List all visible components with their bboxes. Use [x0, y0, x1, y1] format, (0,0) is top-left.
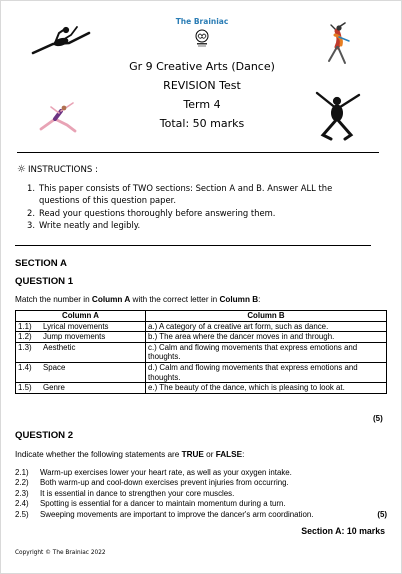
list-item: 2.3) It is essential in dance to strengthen your core muscles.	[15, 488, 235, 498]
brand-name: The Brainiac	[175, 17, 229, 26]
list-item: 2.4) Spotting is essential for a dancer to maintain momentum during a turn.	[15, 499, 286, 509]
instruction-item: 1. This paper consists of TWO sections: Section A and B. Answer ALL the questions of this question paper.	[27, 183, 333, 206]
brainiac-logo	[192, 28, 212, 48]
column-a-header: Column A	[16, 311, 146, 322]
list-item: 2.5) Sweeping movements are important to improve the dancer's arm coordination. (5)	[15, 509, 387, 519]
header-divider	[17, 152, 379, 153]
question-1-heading: QUESTION 1	[15, 276, 74, 287]
jumping-dancer-image	[309, 89, 365, 141]
table-row: 1.3) Aesthetic c.) Calm and flowing movements that express emotions and thoughts.	[16, 342, 387, 362]
question-1-marks: (5)	[373, 414, 383, 423]
question-2-instruction: Indicate whether the following statements are TRUE or FALSE:	[15, 450, 245, 459]
stretching-dancer-image	[37, 99, 83, 135]
colorful-dancer-image	[319, 21, 359, 67]
instruction-item: 3. Write neatly and legibly.	[27, 220, 141, 231]
leaping-dancer-image	[31, 25, 91, 61]
instructions-list	[27, 182, 367, 232]
true-false-list	[15, 468, 387, 520]
section-a-heading: SECTION A	[15, 258, 67, 269]
instruction-item: 2. Read your questions thoroughly before answering them.	[27, 207, 276, 218]
section-a-total: Section A: 10 marks	[301, 526, 385, 536]
subject-title: Gr 9 Creative Arts (Dance)	[129, 60, 275, 73]
table-header-row	[16, 311, 387, 322]
copyright-footer: Copyright © The Brainiac 2022	[15, 550, 106, 556]
lightbulb-icon: ☼	[17, 164, 26, 175]
list-item: 2.1) Warm-up exercises lower your heart rate, as well as your oxygen intake.	[15, 468, 292, 477]
term-label: Term 4	[183, 98, 221, 111]
test-type: REVISION Test	[163, 79, 241, 92]
question-2-marks: (5)	[377, 509, 387, 519]
list-item: 2.2) Both warm-up and cool-down exercises prevent injuries from occurring.	[15, 478, 289, 488]
table-row: 1.5) Genre e.) The beauty of the dance, which is pleasing to look at.	[16, 383, 387, 394]
table-row: 1.2) Jump movements b.) The area where the dancer moves in and through.	[16, 332, 387, 343]
question-1-instruction: Match the number in Column A with the correct letter in Column B:	[15, 295, 261, 304]
instructions-heading: ☼ INSTRUCTIONS :	[17, 164, 98, 175]
matching-table	[15, 310, 387, 394]
total-marks: Total: 50 marks	[159, 117, 245, 130]
table-row: 1.1) Lyrical movements a.) A category of a creative art form, such as dance.	[16, 321, 387, 332]
question-2-heading: QUESTION 2	[15, 430, 74, 441]
table-row: 1.4) Space d.) Calm and flowing movements that express emotions and thoughts.	[16, 362, 387, 382]
column-b-header: Column B	[146, 311, 387, 322]
instructions-divider	[15, 245, 371, 246]
